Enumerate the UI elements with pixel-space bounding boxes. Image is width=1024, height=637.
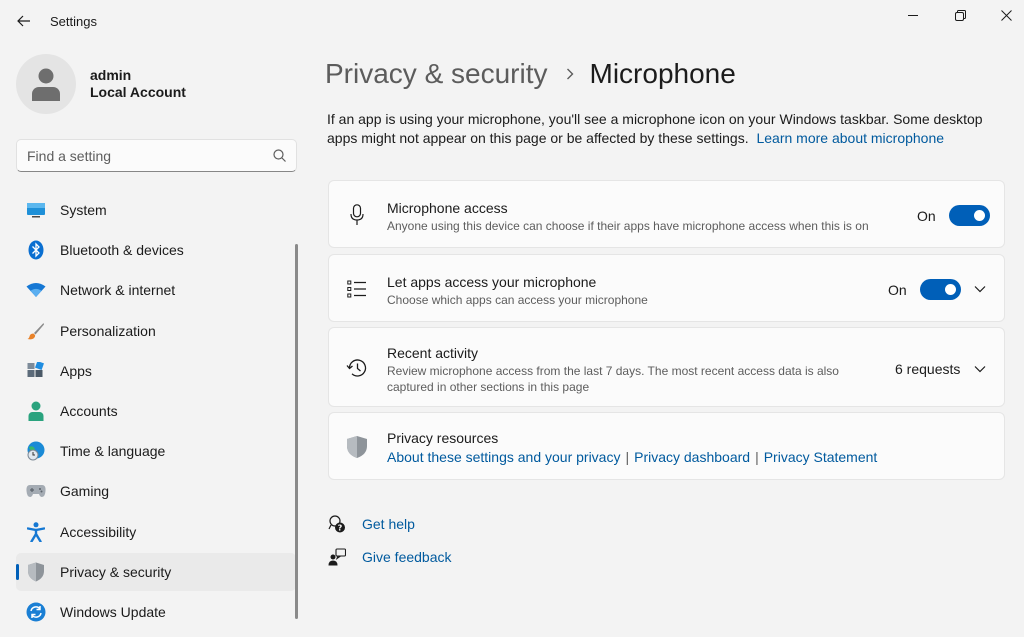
list-icon [345,277,369,301]
sidebar-item-network[interactable] [16,271,296,309]
app-title: Settings [50,14,97,29]
privacy-settings-link[interactable]: About these settings and your privacy [387,449,621,465]
breadcrumb-parent[interactable]: Privacy & security [325,58,548,89]
restore-button[interactable] [937,0,983,30]
card-title: Privacy resources [387,430,499,446]
wifi-icon [26,280,46,300]
give-feedback-link[interactable]: Give feedback [362,549,452,565]
history-icon [345,356,369,380]
card-subtitle: Review microphone access from the last 7 days. The most recent access data is also [387,364,839,378]
sidebar-item-time-language[interactable] [16,432,296,470]
sidebar-item-label: Windows Update [60,603,166,620]
sidebar-item-system[interactable] [16,191,296,229]
card-subtitle: captured in other sections in this page [387,380,590,394]
sidebar-item-label: Accessibility [60,523,137,540]
intro-text: If an app is using your microphone, you'll see a microphone icon on your Windows taskbar. Some desktop apps might not appear on this page or be affected by these settings. [327,111,983,146]
restore-icon [955,10,966,21]
sidebar-item-label: Gaming [60,483,110,500]
chevron-down-icon[interactable] [972,361,988,377]
microphone-access-toggle[interactable] [949,205,990,226]
sidebar-item-personalization[interactable] [16,312,296,350]
get-help-row[interactable] [328,515,415,533]
monitor-icon [26,200,46,220]
sync-icon [26,602,46,622]
toggle-state-label: On [888,282,907,298]
title-bar [0,0,1024,42]
arrow-left-icon [17,15,31,27]
link-separator: | [755,449,759,465]
avatar [16,54,76,114]
sidebar-item-label: Time & language [60,443,166,460]
person-icon [26,401,46,421]
minimize-button[interactable] [890,0,936,30]
learn-more-link[interactable]: Learn more about microphone [756,130,945,146]
profile-name: admin [90,67,132,83]
minimize-icon [908,10,918,20]
privacy-dashboard-link[interactable]: Privacy dashboard [634,449,751,465]
card-subtitle: Anyone using this device can choose if their apps have microphone access when this is on [387,219,869,233]
search-icon[interactable] [273,149,286,162]
sidebar-item-bluetooth[interactable] [16,231,296,269]
intro-description [327,110,997,148]
apps-icon [26,361,46,381]
sidebar-scrollbar[interactable] [295,244,298,619]
bluetooth-icon [26,240,46,260]
card-subtitle: Choose which apps can access your microphone [387,293,648,307]
sidebar-item-label: Personalization [60,322,156,339]
sidebar-item-apps[interactable] [16,352,296,390]
help-icon [328,515,346,533]
feedback-icon [328,548,346,566]
accessibility-icon [26,522,46,542]
sidebar-nav [16,191,296,633]
sidebar-item-gaming[interactable] [16,472,296,510]
shield-icon [26,562,46,582]
card-title: Recent activity [387,345,479,361]
sidebar-item-label: System [60,202,107,218]
sidebar-item-accounts[interactable] [16,392,296,430]
sidebar-item-windows-update[interactable] [16,593,296,631]
search-box[interactable] [16,139,297,172]
svg-text:?: ? [337,523,343,533]
privacy-resources-card [328,412,1005,480]
chevron-right-icon [566,68,574,80]
microphone-icon [345,203,369,227]
globe-clock-icon [26,441,46,461]
privacy-statement-link[interactable]: Privacy Statement [763,449,878,465]
privacy-links [387,449,877,465]
link-separator: | [625,449,630,465]
back-button[interactable] [10,8,38,34]
sidebar-item-label: Network & internet [60,282,176,299]
shield-icon [345,435,369,459]
sidebar-item-label: Bluetooth & devices [60,242,184,259]
gamepad-icon [26,481,46,501]
get-help-link[interactable]: Get help [362,516,415,532]
card-title: Let apps access your microphone [387,274,597,290]
apps-access-card[interactable] [328,254,1005,322]
card-title: Microphone access [387,200,508,216]
search-input[interactable] [27,148,273,164]
sidebar-item-accessibility[interactable] [16,513,296,551]
recent-activity-card[interactable] [328,327,1005,407]
give-feedback-row[interactable] [328,548,452,566]
toggle-state-label: On [917,208,936,224]
request-count: 6 requests [895,361,961,377]
apps-access-toggle[interactable] [920,279,961,300]
user-profile[interactable] [16,54,186,114]
sidebar-item-label: Apps [60,362,92,379]
microphone-access-card [328,180,1005,248]
sidebar-item-privacy-security[interactable] [16,553,296,591]
close-button[interactable] [983,0,1024,30]
chevron-down-icon[interactable] [972,281,988,297]
close-icon [1001,10,1012,21]
profile-account-type: Local Account [90,84,186,100]
breadcrumb [325,55,736,93]
sidebar-item-label: Privacy & security [60,563,172,580]
person-icon [31,67,61,101]
sidebar-item-label: Accounts [60,402,118,419]
page-title: Microphone [589,58,736,89]
brush-icon [26,321,46,341]
